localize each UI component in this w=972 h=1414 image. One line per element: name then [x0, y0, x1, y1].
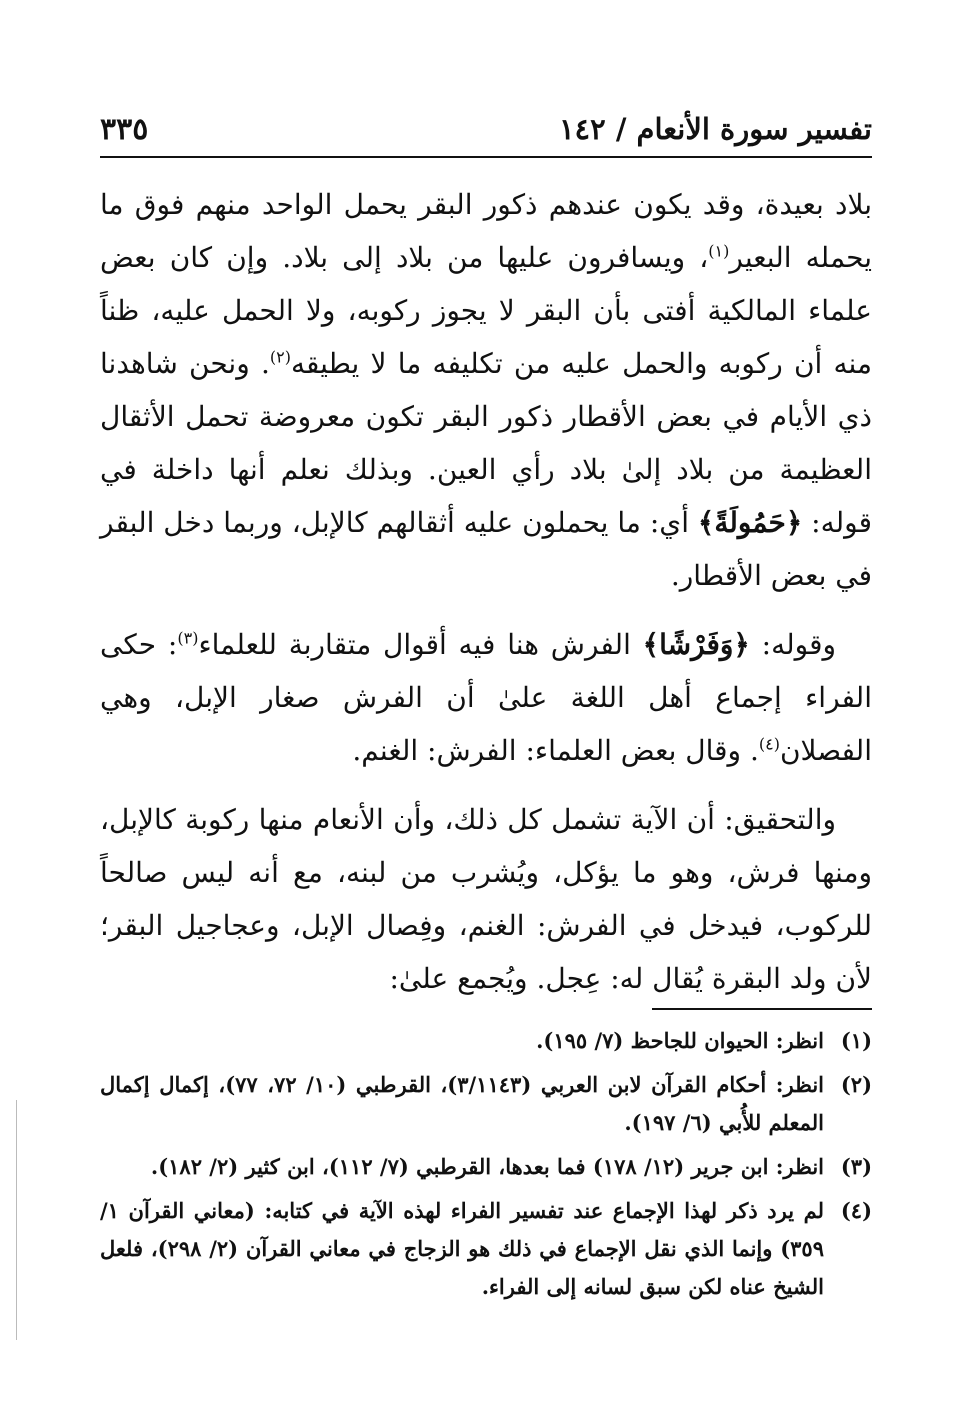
- footnote-ref-1: (١): [708, 241, 730, 261]
- footnote-separator: [652, 1008, 872, 1010]
- footnote-text: انظر: ابن جرير (١٢/ ١٧٨) فما بعدها، القرطبي (٧/ ١١٢)، ابن كثير (٢/ ١٨٢).: [150, 1154, 824, 1179]
- footnote-number: (٢): [840, 1072, 872, 1097]
- paragraph-1: [100, 178, 872, 602]
- quran-quote: ﴿حَمُولَةً﴾: [697, 506, 803, 539]
- paragraph-2: [100, 618, 872, 777]
- footnote-number: (١): [840, 1028, 872, 1053]
- text-run: الفرش هنا فيه أقوال متقاربة للعلماء: [198, 628, 643, 661]
- footnote-4: [100, 1192, 872, 1306]
- text-run: بلاد بعيدة، وقد يكون عندهم ذكور البقر يحمل الواحد منهم فوق ما يحمله البعير: [100, 188, 872, 274]
- main-text: [100, 178, 872, 1021]
- footnote-text: انظر: أحكام القرآن لابن العربي (٣/١١٤٣)، القرطبي (١٠/ ٧٢، ٧٧)، إكمال إكمال المعلم للأُبي (٦/ ١٩٧).: [100, 1072, 824, 1135]
- footnote-number: (٤): [840, 1198, 872, 1223]
- footnote-ref-2: (٢): [269, 347, 291, 367]
- page-header: [100, 112, 872, 158]
- footnote-number: (٣): [840, 1154, 872, 1179]
- text-run: وقوله:: [749, 628, 836, 661]
- footnote-ref-4: (٤): [758, 734, 780, 754]
- scan-edge-line: [16, 1100, 17, 1340]
- text-run: : حكى الفراء إجماع أهل اللغة علىٰ أن الفرش صغار الإبل، وهي الفصلان: [100, 628, 872, 767]
- text-run: . ونحن شاهدنا ذي الأيام في بعض الأقطار ذكور البقر تكون معروضة تحمل الأثقال العظيمة من بلاد إلىٰ بلاد رأي العين. وبذلك نعلم أنها داخلة في قوله:: [100, 347, 872, 539]
- footnote-text: لم يرد ذكر لهذا الإجماع عند تفسير الفراء لهذه الآية في كتابه: (معاني القرآن ١/ ٣٥٩) وإنما الذي نقل الإجماع في ذلك هو الزجاج في معاني القرآن (٢/ ٢٩٨)، فلعل الشيخ عناه لكن سبق لسانه إلى الفراء.: [100, 1198, 824, 1299]
- footnote-3: [100, 1148, 872, 1186]
- footnotes: [100, 1022, 872, 1312]
- footnote-text: انظر: الحيوان للجاحظ (٧/ ١٩٥).: [536, 1028, 824, 1053]
- footnote-2: [100, 1066, 872, 1142]
- text-run: ، ويسافرون عليها من بلاد إلى بلاد. وإن كان بعض علماء المالكية أفتى بأن البقر لا يجوز ركوبه، ولا الحمل عليه، ظناً منه أن ركوبه والحمل عليه من تكليفه ما لا يطيقه: [100, 241, 872, 380]
- footnote-1: [100, 1022, 872, 1060]
- text-run: أي: ما يحملون عليه أثقالهم كالإبل، وربما دخل البقر في بعض الأقطار.: [100, 506, 872, 592]
- running-title: تفسير سورة الأنعام / ١٤٢: [558, 112, 872, 146]
- footnote-ref-3: (٣): [177, 628, 199, 648]
- quran-quote: ﴿وَفَرْشًا﴾: [642, 628, 750, 661]
- page-number: ٣٣٥: [100, 112, 149, 147]
- text-run: . وقال بعض العلماء: الفرش: الغنم.: [352, 734, 759, 767]
- paragraph-3: والتحقيق: أن الآية تشمل كل ذلك، وأن الأنعام منها ركوبة كالإبل، ومنها فرش، وهو ما يؤكل، ويُشرب من لبنه، مع أنه ليس صالحاً للركوب، فيدخل في الفرش: الغنم، وفِصال الإبل، وعجاجيل البقر؛ لأن ولد البقرة يُقال له: عِجل. ويُجمع علىٰ:: [100, 803, 872, 995]
